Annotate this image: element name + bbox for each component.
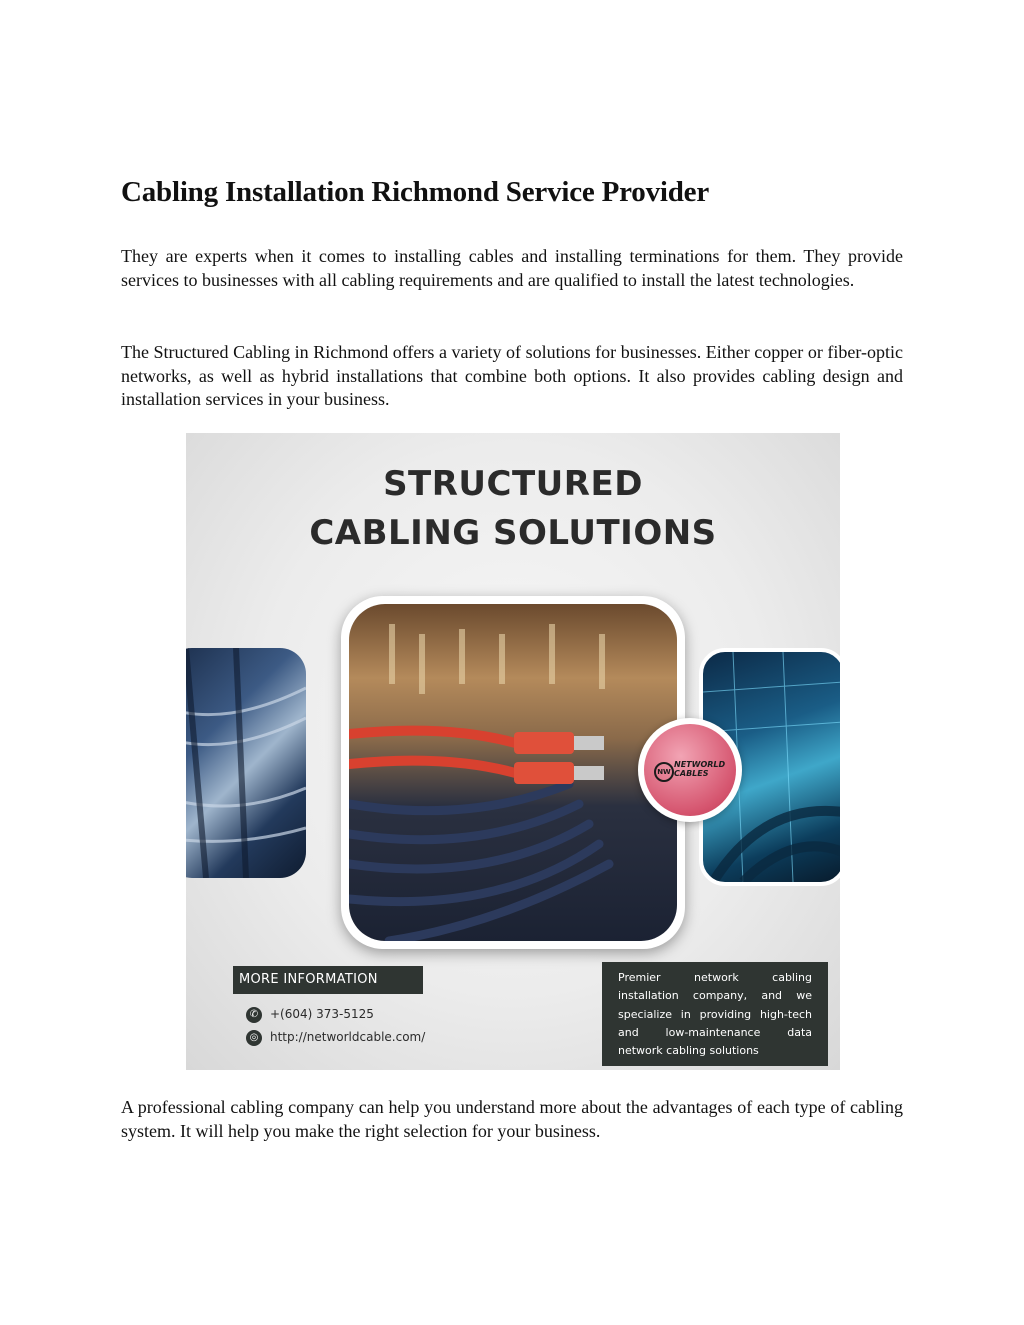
patch-cables-graphic <box>349 604 677 941</box>
networld-logo <box>638 718 742 822</box>
website-url: http://networldcable.com/ <box>270 1030 426 1044</box>
phone-number: +(604) 373-5125 <box>270 1007 374 1021</box>
phone-icon: ✆ <box>246 1007 262 1023</box>
logo-line1: NETWORLD <box>674 760 726 769</box>
promo-title-line2: CABLING SOLUTIONS <box>309 513 717 553</box>
cable-photo-frame <box>341 596 685 949</box>
server-cables-graphic <box>186 648 306 878</box>
globe-icon: ◎ <box>246 1030 262 1046</box>
contact-website <box>246 1028 425 1046</box>
more-information-label: MORE INFORMATION <box>233 966 423 994</box>
promo-image <box>186 433 840 1070</box>
paragraph-intro: They are experts when it comes to installing cables and installing terminations for them. They provide services to businesses with all cabling requirements and are qualified to install the latest technologies. <box>121 246 903 290</box>
patch-cable-photo <box>349 604 677 941</box>
paragraph-advantages: A professional cabling company can help you understand more about the advantages of each type of cabling system. It will help you make the right selection for your business. <box>121 1097 903 1141</box>
paragraph-solutions: The Structured Cabling in Richmond offers a variety of solutions for businesses. Either copper or fiber-optic networks, as well as hybrid installations that combine both options. It also provides cabling design and installation services in your business. <box>121 342 903 409</box>
server-photo-left <box>186 648 306 878</box>
logo-line2: CABLES <box>674 769 709 778</box>
contact-phone <box>246 1005 374 1023</box>
logo-text <box>674 760 734 778</box>
logo-badge <box>644 724 736 816</box>
page-title: Cabling Installation Richmond Service Provider <box>121 176 710 208</box>
promo-title-line1: STRUCTURED <box>383 464 643 504</box>
company-description: Premier network cabling installation company, and we specialize in providing high-tech and low-maintenance data network cabling solutions <box>602 962 828 1066</box>
nw-logo-icon: NW <box>654 762 674 782</box>
